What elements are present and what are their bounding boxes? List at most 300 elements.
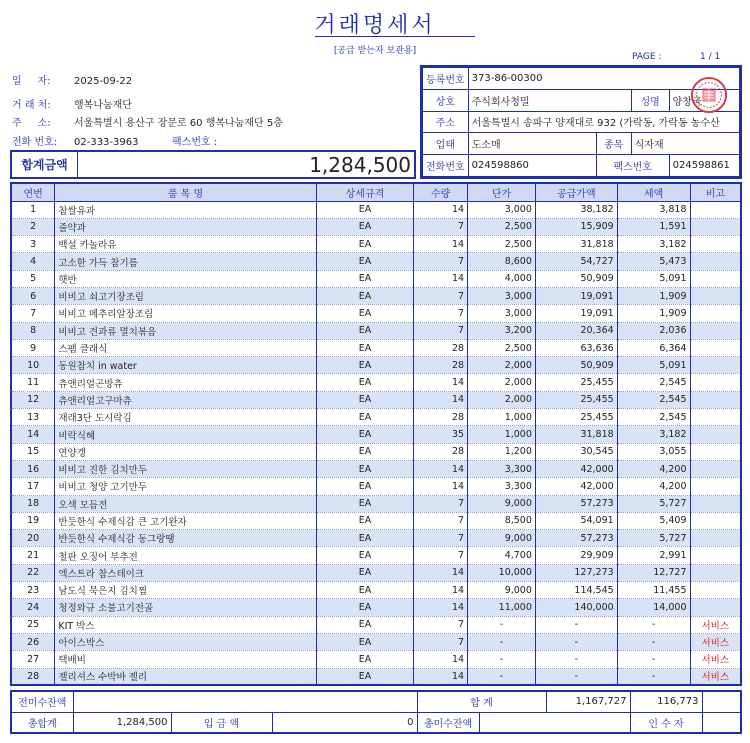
item-unit-price: 1,000: [468, 409, 536, 426]
buyer-fax-label: 팩스번호 :: [172, 137, 218, 148]
item-unit-price: 2,500: [468, 236, 536, 253]
table-row: [11, 236, 741, 253]
item-supply-amount: 50,909: [535, 357, 617, 374]
item-unit-price: 9,000: [468, 582, 536, 599]
item-supply-amount: 20,364: [535, 322, 617, 339]
item-note: [690, 460, 741, 477]
row-no: 10: [11, 357, 55, 374]
item-unit-price: 8,600: [468, 253, 536, 270]
item-unit-price: -: [468, 651, 536, 668]
item-supply-amount: 127,273: [535, 564, 617, 581]
item-unit-price: 3,000: [468, 287, 536, 304]
item-spec: EA: [316, 374, 414, 391]
item-unit-price: -: [468, 668, 536, 685]
item-spec: EA: [316, 564, 414, 581]
item-spec: EA: [316, 633, 414, 650]
row-no: 28: [11, 668, 55, 685]
table-row: [11, 633, 741, 650]
item-name: 반듯한식 수제식감 큰 고기완자: [55, 512, 316, 529]
table-row: [11, 547, 741, 564]
row-no: 4: [11, 253, 55, 270]
item-spec: EA: [316, 443, 414, 460]
col-unit-price-header: 단가: [468, 183, 536, 201]
table-row: [11, 616, 741, 633]
item-tax: 6,364: [617, 339, 690, 356]
table-row: [11, 478, 741, 495]
item-tax: 5,727: [617, 495, 690, 512]
table-row: [11, 530, 741, 547]
item-unit-price: 3,000: [468, 305, 536, 322]
table-row: [11, 253, 741, 270]
item-tax: 2,036: [617, 322, 690, 339]
item-qty: 14: [414, 599, 468, 616]
item-qty: 28: [414, 339, 468, 356]
supplier-ceo: 양창국: [669, 89, 739, 111]
supplier-company-label: 상호: [423, 89, 469, 111]
table-row: [11, 564, 741, 581]
item-note: [690, 253, 741, 270]
item-tax: -: [617, 633, 690, 650]
row-no: 15: [11, 443, 55, 460]
row-no: 25: [11, 616, 55, 633]
buyer-tel-row: [12, 133, 138, 148]
item-unit-price: 9,000: [468, 530, 536, 547]
item-unit-price: 9,000: [468, 495, 536, 512]
items-header-row: [11, 183, 741, 201]
item-note: [690, 305, 741, 322]
item-qty: 7: [414, 322, 468, 339]
row-no: 16: [11, 460, 55, 477]
supplier-reg-label: 등록번호: [423, 68, 469, 90]
table-row: [11, 409, 741, 426]
buyer-addr-label: 주 소:: [12, 118, 51, 129]
item-spec: EA: [316, 530, 414, 547]
item-tax: 3,055: [617, 443, 690, 460]
item-unit-price: 2,500: [468, 218, 536, 235]
sum-tax-value: 116,773: [630, 691, 702, 712]
item-spec: EA: [316, 287, 414, 304]
row-no: 9: [11, 339, 55, 356]
row-no: 8: [11, 322, 55, 339]
item-supply-amount: 19,091: [535, 305, 617, 322]
row-no: 7: [11, 305, 55, 322]
item-name: 비비고 견과류 멸치볶음: [55, 322, 316, 339]
supplier-type: 식자재: [631, 133, 739, 155]
item-qty: 7: [414, 530, 468, 547]
table-row: [11, 443, 741, 460]
buyer-tel-label: 전화 번호:: [12, 137, 58, 148]
item-unit-price: 2,000: [468, 357, 536, 374]
item-unit-price: 3,000: [468, 201, 536, 218]
item-qty: 14: [414, 201, 468, 218]
item-spec: EA: [316, 236, 414, 253]
row-no: 3: [11, 236, 55, 253]
row-no: 12: [11, 391, 55, 408]
table-row: [11, 668, 741, 685]
item-tax: 4,200: [617, 460, 690, 477]
item-supply-amount: 54,091: [535, 512, 617, 529]
item-qty: 14: [414, 236, 468, 253]
row-no: 6: [11, 287, 55, 304]
item-tax: 5,091: [617, 357, 690, 374]
item-unit-price: -: [468, 616, 536, 633]
item-name: 스팸 클래식: [55, 339, 316, 356]
supplier-reg: 373-86-00300: [468, 68, 739, 90]
grand-total-label: 총합계: [11, 712, 73, 733]
supplier-tel: 024598860: [468, 155, 596, 177]
item-qty: 14: [414, 651, 468, 668]
item-supply-amount: 63,636: [535, 339, 617, 356]
page-number: 1 / 1: [700, 52, 721, 62]
item-name: 동원참치 in water: [55, 357, 316, 374]
item-name: 햇반: [55, 270, 316, 287]
item-supply-amount: 50,909: [535, 270, 617, 287]
item-supply-amount: 25,455: [535, 409, 617, 426]
item-qty: 14: [414, 460, 468, 477]
item-unit-price: 2,500: [468, 339, 536, 356]
item-note: [690, 443, 741, 460]
row-no: 11: [11, 374, 55, 391]
item-name: 남도식 묵은지 김치찜: [55, 582, 316, 599]
row-no: 20: [11, 530, 55, 547]
item-name: 비비고 쇠고기장조림: [55, 287, 316, 304]
item-supply-amount: 30,545: [535, 443, 617, 460]
item-unit-price: 4,000: [468, 270, 536, 287]
item-spec: EA: [316, 460, 414, 477]
paid-value: 0: [272, 712, 417, 733]
item-unit-price: 3,200: [468, 322, 536, 339]
col-spec-header: 상세규격: [316, 183, 414, 201]
item-tax: 3,182: [617, 236, 690, 253]
item-tax: 11,455: [617, 582, 690, 599]
supplier-ceo-label: 성명: [631, 89, 669, 111]
item-spec: EA: [316, 426, 414, 443]
item-qty: 7: [414, 633, 468, 650]
item-unit-price: 3,300: [468, 460, 536, 477]
receiver-value: [702, 712, 741, 733]
item-tax: 5,091: [617, 270, 690, 287]
row-no: 23: [11, 582, 55, 599]
item-spec: EA: [316, 478, 414, 495]
item-qty: 14: [414, 564, 468, 581]
item-supply-amount: -: [535, 668, 617, 685]
item-spec: EA: [316, 322, 414, 339]
total-amount-box: [10, 150, 416, 179]
table-row: [11, 270, 741, 287]
table-row: [11, 322, 741, 339]
item-note: [690, 322, 741, 339]
table-row: [11, 426, 741, 443]
col-tax-header: 세액: [617, 183, 690, 201]
item-spec: EA: [316, 391, 414, 408]
item-supply-amount: -: [535, 651, 617, 668]
item-note: [690, 530, 741, 547]
item-tax: 5,473: [617, 253, 690, 270]
row-no: 14: [11, 426, 55, 443]
item-unit-price: 1,200: [468, 443, 536, 460]
item-note: 서비스: [690, 651, 741, 668]
document-title: 거래명세서: [314, 13, 436, 38]
item-qty: 7: [414, 253, 468, 270]
item-note: [690, 512, 741, 529]
buyer-name: 행복나눔재단: [74, 100, 132, 111]
row-no: 21: [11, 547, 55, 564]
table-row: [11, 582, 741, 599]
col-item-name-header: 품 목 명: [55, 183, 316, 201]
item-name: 츄앤리얼곤방츄: [55, 374, 316, 391]
item-unit-price: 1,000: [468, 426, 536, 443]
item-spec: EA: [316, 651, 414, 668]
page-label: PAGE :: [632, 52, 662, 62]
item-qty: 28: [414, 357, 468, 374]
item-note: [690, 547, 741, 564]
supplier-fax-label: 팩스번호: [596, 155, 669, 177]
table-row: [11, 391, 741, 408]
item-tax: 3,818: [617, 201, 690, 218]
items-table: [10, 182, 742, 686]
supplier-type-label: 종목: [596, 133, 631, 155]
item-name: 고소한 가득 참기름: [55, 253, 316, 270]
row-no: 24: [11, 599, 55, 616]
supplier-fax: 024598861: [669, 155, 739, 177]
table-row: [11, 374, 741, 391]
item-note: 서비스: [690, 616, 741, 633]
item-unit-price: 2,000: [468, 391, 536, 408]
item-note: 서비스: [690, 633, 741, 650]
grand-total-value: 1,284,500: [73, 712, 171, 733]
item-note: [690, 426, 741, 443]
row-no: 17: [11, 478, 55, 495]
total-amount-label: 합계금액: [12, 152, 78, 177]
item-tax: 2,991: [617, 547, 690, 564]
item-supply-amount: 15,909: [535, 218, 617, 235]
item-note: [690, 495, 741, 512]
item-unit-price: 8,500: [468, 512, 536, 529]
buyer-addr: 서울특별시 용산구 장문로 60 행복나눔재단 5층: [74, 118, 283, 129]
item-spec: EA: [316, 668, 414, 685]
item-name: 젤리셔스 수박바 젤리: [55, 668, 316, 685]
supplier-addr: 서울특별시 송파구 양재대로 932 (가락동, 가락동 농수산: [468, 111, 739, 133]
item-spec: EA: [316, 512, 414, 529]
item-supply-amount: 114,545: [535, 582, 617, 599]
item-supply-amount: 25,455: [535, 391, 617, 408]
item-note: [690, 391, 741, 408]
table-row: [11, 357, 741, 374]
item-tax: -: [617, 616, 690, 633]
item-name: 참쌀유과: [55, 201, 316, 218]
table-row: [11, 460, 741, 477]
item-qty: 14: [414, 270, 468, 287]
item-supply-amount: 57,273: [535, 530, 617, 547]
item-unit-price: 4,700: [468, 547, 536, 564]
item-qty: 14: [414, 391, 468, 408]
receiver-label: 인 수 자: [630, 712, 702, 733]
item-tax: 2,545: [617, 391, 690, 408]
item-tax: 2,545: [617, 409, 690, 426]
item-qty: 7: [414, 218, 468, 235]
item-spec: EA: [316, 616, 414, 633]
item-supply-amount: 38,182: [535, 201, 617, 218]
item-spec: EA: [316, 201, 414, 218]
item-note: [690, 564, 741, 581]
item-name: 오색 모듬전: [55, 495, 316, 512]
item-qty: 14: [414, 582, 468, 599]
item-spec: EA: [316, 305, 414, 322]
item-supply-amount: 140,000: [535, 599, 617, 616]
item-tax: 1,591: [617, 218, 690, 235]
item-tax: 5,727: [617, 530, 690, 547]
item-qty: 14: [414, 668, 468, 685]
item-tax: 1,909: [617, 305, 690, 322]
item-name: 반듯한식 수제식감 동그랑땡: [55, 530, 316, 547]
item-name: 줄약과: [55, 218, 316, 235]
total-amount-value: 1,284,500: [309, 152, 411, 177]
table-row: [11, 495, 741, 512]
item-name: 비비고 메추리알장조림: [55, 305, 316, 322]
item-supply-amount: -: [535, 633, 617, 650]
item-supply-amount: -: [535, 616, 617, 633]
item-tax: 12,727: [617, 564, 690, 581]
sum-label: 합 계: [417, 691, 546, 712]
table-row: [11, 287, 741, 304]
item-qty: 14: [414, 478, 468, 495]
col-qty-header: 수량: [414, 183, 468, 201]
item-note: [690, 339, 741, 356]
item-supply-amount: 29,909: [535, 547, 617, 564]
buyer-addr-row: [12, 114, 283, 129]
paid-label: 입 금 액: [171, 712, 272, 733]
item-spec: EA: [316, 253, 414, 270]
supplier-biz-label: 업태: [423, 133, 469, 155]
total-unpaid-label: 총미수잔액: [417, 712, 479, 733]
table-row: [11, 305, 741, 322]
table-row: [11, 218, 741, 235]
item-name: 아이스박스: [55, 633, 316, 650]
supplier-company: 주식회사청밀: [468, 89, 631, 111]
supplier-biz: 도소매: [468, 133, 596, 155]
item-qty: 28: [414, 443, 468, 460]
supplier-addr-label: 주소: [423, 111, 469, 133]
item-unit-price: 10,000: [468, 564, 536, 581]
buyer-tel: 02-333-3963: [74, 137, 139, 148]
item-supply-amount: 42,000: [535, 478, 617, 495]
row-no: 2: [11, 218, 55, 235]
item-tax: 5,409: [617, 512, 690, 529]
item-supply-amount: 31,818: [535, 236, 617, 253]
table-row: [11, 339, 741, 356]
row-no: 1: [11, 201, 55, 218]
table-row: [11, 512, 741, 529]
item-name: 택배비: [55, 651, 316, 668]
item-supply-amount: 31,818: [535, 426, 617, 443]
item-spec: EA: [316, 409, 414, 426]
supplier-tel-label: 전화번호: [423, 155, 469, 177]
item-spec: EA: [316, 339, 414, 356]
col-note-header: 비고: [690, 183, 741, 201]
item-tax: -: [617, 668, 690, 685]
row-no: 27: [11, 651, 55, 668]
item-spec: EA: [316, 495, 414, 512]
item-tax: 3,182: [617, 426, 690, 443]
item-note: [690, 374, 741, 391]
table-row: [11, 651, 741, 668]
item-unit-price: 11,000: [468, 599, 536, 616]
item-supply-amount: 57,273: [535, 495, 617, 512]
buyer-name-label: 거 래 처:: [12, 100, 51, 111]
item-unit-price: 3,300: [468, 478, 536, 495]
item-name: KIT 박스: [55, 616, 316, 633]
item-qty: 7: [414, 495, 468, 512]
item-name: 청정와규 소불고기전골: [55, 599, 316, 616]
company-seal: [690, 76, 728, 114]
item-spec: EA: [316, 582, 414, 599]
prev-unpaid-label: 전미수잔액: [11, 691, 73, 712]
title-underline: [315, 36, 475, 37]
row-no: 22: [11, 564, 55, 581]
total-unpaid-value: [479, 712, 630, 733]
item-qty: 35: [414, 426, 468, 443]
item-name: 비비고 청양 고기만두: [55, 478, 316, 495]
item-note: [690, 201, 741, 218]
item-note: [690, 218, 741, 235]
item-qty: 7: [414, 287, 468, 304]
item-name: 비비고 진한 김치만두: [55, 460, 316, 477]
buyer-date-row: [12, 72, 132, 87]
prev-unpaid-value: [73, 691, 417, 712]
item-qty: 14: [414, 374, 468, 391]
footer-summary: [10, 690, 742, 734]
item-name: 백설 카놀라유: [55, 236, 316, 253]
item-qty: 28: [414, 409, 468, 426]
item-name: 재래3단 도시락김: [55, 409, 316, 426]
row-no: 19: [11, 512, 55, 529]
row-no: 18: [11, 495, 55, 512]
item-note: [690, 409, 741, 426]
buyer-date-label: 일 자:: [12, 76, 51, 87]
item-supply-amount: 42,000: [535, 460, 617, 477]
buyer-name-row: [12, 96, 132, 111]
item-unit-price: 2,000: [468, 374, 536, 391]
item-qty: 7: [414, 616, 468, 633]
item-note: [690, 357, 741, 374]
item-spec: EA: [316, 547, 414, 564]
row-no: 26: [11, 633, 55, 650]
row-no: 5: [11, 270, 55, 287]
item-note: [690, 287, 741, 304]
item-note: [690, 236, 741, 253]
item-note: [690, 599, 741, 616]
col-supply-amount-header: 공급가액: [535, 183, 617, 201]
item-note: 서비스: [690, 668, 741, 685]
item-name: 연양갱: [55, 443, 316, 460]
item-qty: 7: [414, 305, 468, 322]
copy-label: [공급 받는자 보관용]: [333, 46, 417, 56]
table-row: [11, 599, 741, 616]
item-name: 철판 오징어 부추전: [55, 547, 316, 564]
item-supply-amount: 25,455: [535, 374, 617, 391]
item-tax: 1,909: [617, 287, 690, 304]
sum-note: [702, 691, 741, 712]
item-spec: EA: [316, 599, 414, 616]
item-note: [690, 478, 741, 495]
item-tax: -: [617, 651, 690, 668]
sum-supply-value: 1,167,727: [546, 691, 630, 712]
item-spec: EA: [316, 218, 414, 235]
item-spec: EA: [316, 357, 414, 374]
item-qty: 7: [414, 547, 468, 564]
item-supply-amount: 19,091: [535, 287, 617, 304]
item-name: 츄앤리얼고구마츄: [55, 391, 316, 408]
